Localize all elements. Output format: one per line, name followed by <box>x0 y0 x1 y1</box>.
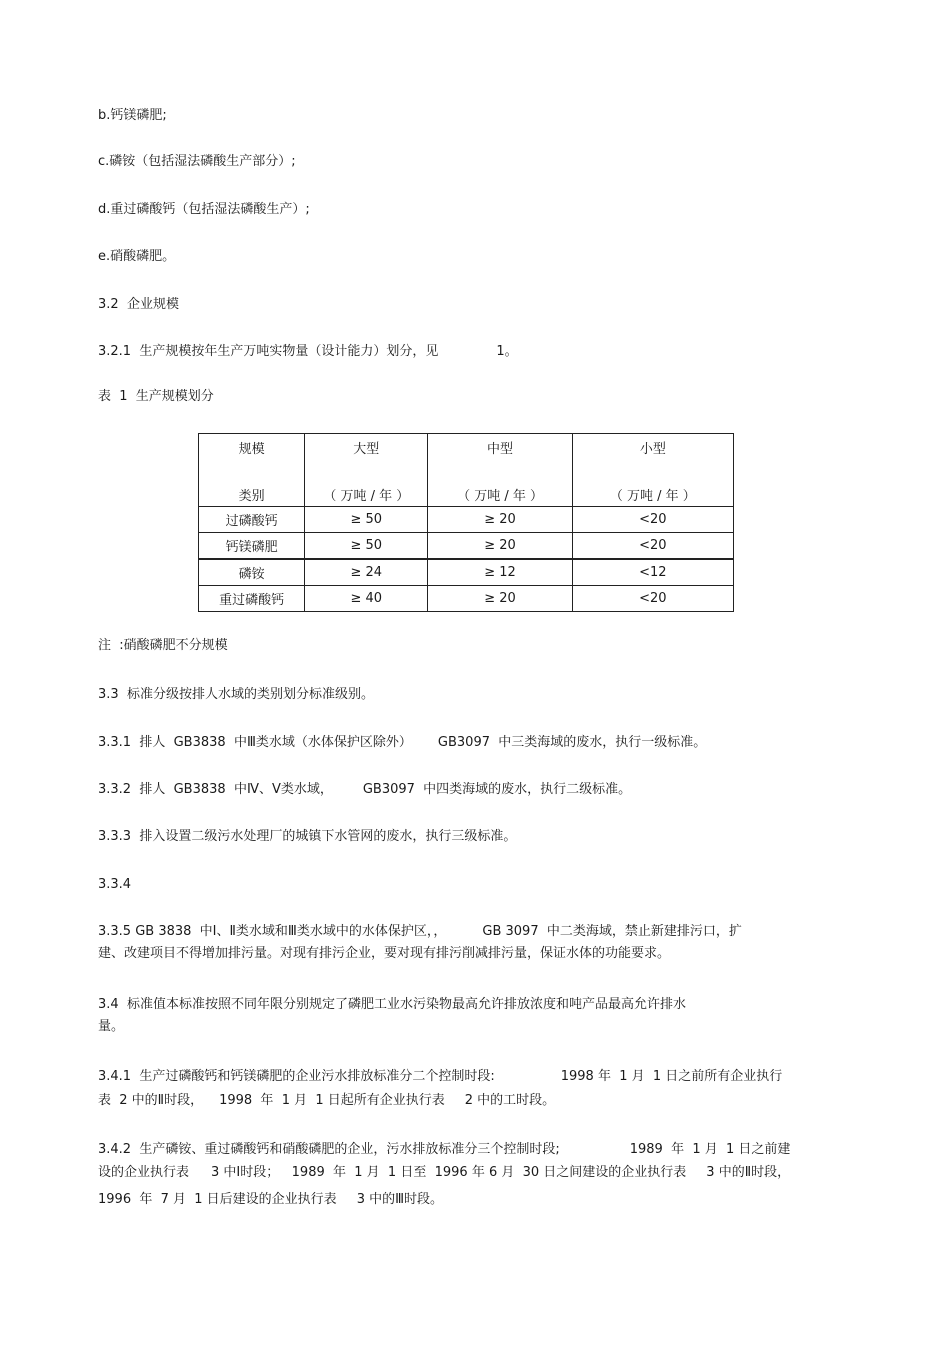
table-cell: 过磷酸钙 <box>199 507 305 533</box>
section-3-3-5-cont: 建、改建项目不得增加排污量。对现有排污企业，要对现有排污削减排污量，保证水体的功能要求。 <box>98 946 671 961</box>
section-3-4: 3.4 标准值本标准按照不同年限分别规定了磷肥工业水污染物最高允许排放浓度和吨产品最高允许排水 <box>98 997 686 1012</box>
header-cell-medium: 中型 （ 万吨 / 年 ） <box>428 434 572 507</box>
list-item-b: b.钙镁磷肥; <box>98 108 167 123</box>
table-cell: ≥ 20 <box>428 507 572 533</box>
table-row <box>199 533 734 560</box>
table-row <box>199 507 734 533</box>
table-cell: <20 <box>572 507 733 533</box>
section-3-4-2-cont: 设的企业执行表 3 中Ⅰ时段； 1989 年 1 月 1 日至 1996 年 6 月 30 日之间建设的企业执行表 3 中的Ⅱ时段， <box>98 1165 791 1180</box>
header-cell-small: 小型 （ 万吨 / 年 ） <box>572 434 733 507</box>
table-cell: ≥ 20 <box>428 586 572 612</box>
section-3-4-1-cont: 表 2 中的Ⅱ时段， 1998 年 1 月 1 日起所有企业执行表 2 中的工时段。 <box>98 1093 556 1108</box>
table-cell: ≥ 24 <box>305 559 428 586</box>
header-cell-category: 规模 类别 <box>199 434 305 507</box>
table-row <box>199 586 734 612</box>
section-3-3-4: 3.3.4 <box>98 877 132 892</box>
table-cell: ≥ 20 <box>428 533 572 560</box>
table-cell: 重过磷酸钙 <box>199 586 305 612</box>
table-cell: 钙镁磷肥 <box>199 533 305 560</box>
section-3-4-cont: 量。 <box>98 1019 125 1034</box>
header-cell-large: 大型 （ 万吨 / 年 ） <box>305 434 428 507</box>
table-cell: <20 <box>572 586 733 612</box>
section-3-3-1: 3.3.1 排人 GB3838 中Ⅲ类水域（水体保护区除外） GB3097 中三类海域的废水，执行一级标准。 <box>98 735 707 750</box>
list-item-e: e.硝酸磷肥。 <box>98 249 176 264</box>
section-3-3-2: 3.3.2 排人 GB3838 中Ⅳ、Ⅴ类水域， GB3097 中四类海域的废水，执行二级标准。 <box>98 782 632 797</box>
table-note: 注 :硝酸磷肥不分规模 <box>98 638 228 653</box>
section-3-4-2-cont2: 1996 年 7 月 1 日后建设的企业执行表 3 中的Ⅲ时段。 <box>98 1192 444 1207</box>
list-item-c: c.磷铵（包括湿法磷酸生产部分）; <box>98 154 296 169</box>
table-cell: <12 <box>572 559 733 586</box>
table-cell: ≥ 50 <box>305 507 428 533</box>
table-cell: ≥ 40 <box>305 586 428 612</box>
section-3-2-1: 3.2.1 生产规模按年生产万吨实物量（设计能力）划分，见 1。 <box>98 344 518 359</box>
section-3-3: 3.3 标准分级按排人水域的类别划分标准级别。 <box>98 687 374 702</box>
list-item-d: d.重过磷酸钙（包括湿法磷酸生产）; <box>98 202 310 217</box>
table-cell: <20 <box>572 533 733 560</box>
table-row <box>199 559 734 586</box>
table-caption: 表 1 生产规模划分 <box>98 389 214 404</box>
section-3-4-2: 3.4.2 生产磷铵、重过磷酸钙和硝酸磷肥的企业，污水排放标准分三个控制时段; 1989 年 1 月 1 日之前建 <box>98 1142 791 1157</box>
table-cell: 磷铵 <box>199 559 305 586</box>
section-3-3-3: 3.3.3 排入设置二级污水处理厂的城镇下水管网的废水，执行三级标准。 <box>98 829 517 844</box>
section-3-3-5: 3.3.5 GB 3838 中Ⅰ、Ⅱ类水域和Ⅲ类水域中的水体保护区，， GB 3097 中二类海域，禁止新建排污口，扩 <box>98 924 742 939</box>
section-3-4-1: 3.4.1 生产过磷酸钙和钙镁磷肥的企业污水排放标准分二个控制时段: 1998 年 1 月 1 日之前所有企业执行 <box>98 1069 783 1084</box>
table-header-row <box>199 434 734 507</box>
table-cell: ≥ 12 <box>428 559 572 586</box>
scale-table <box>198 433 734 612</box>
table-cell: ≥ 50 <box>305 533 428 560</box>
section-3-2-heading: 3.2 企业规模 <box>98 297 179 312</box>
